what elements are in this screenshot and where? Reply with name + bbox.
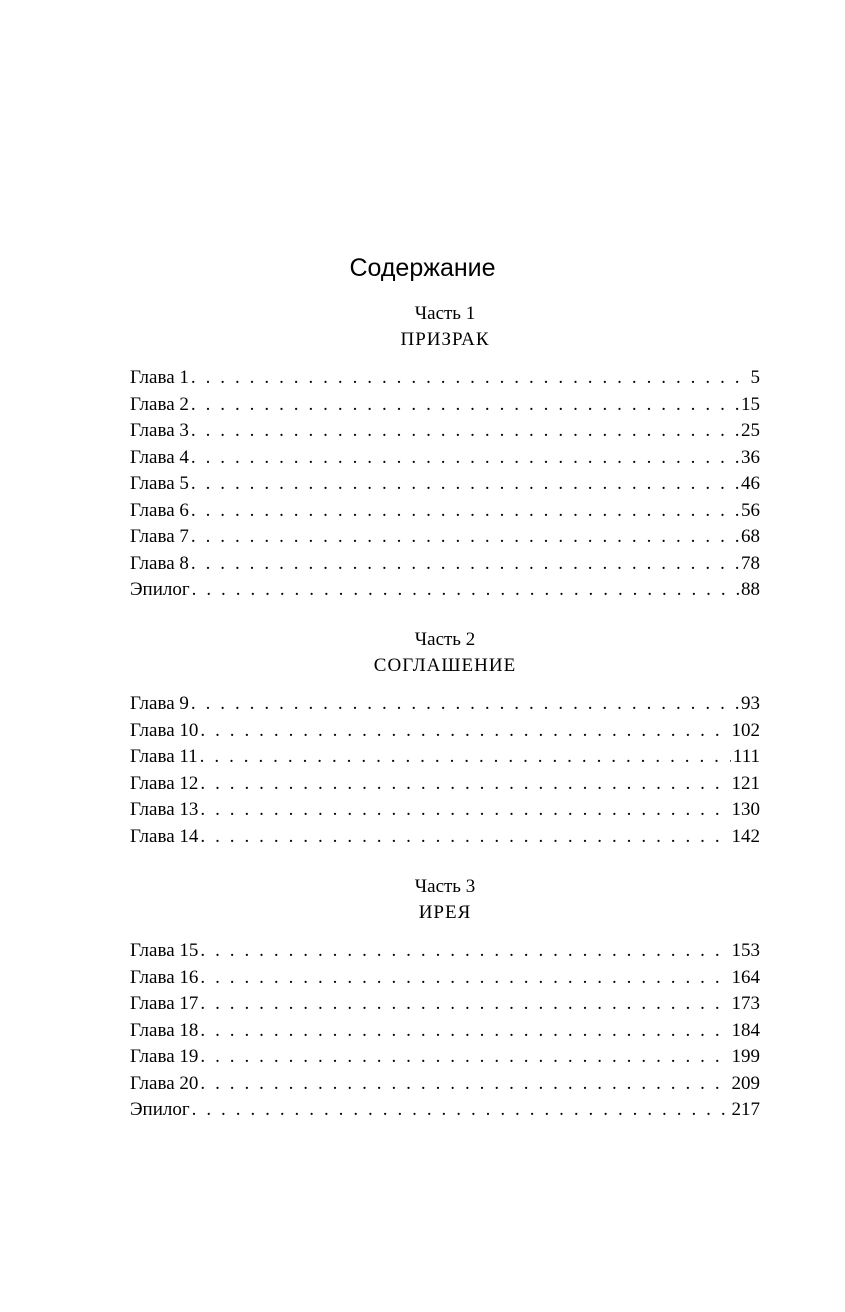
entry-page-number: 46 bbox=[741, 473, 760, 494]
toc-entry-chapter-9[interactable] bbox=[130, 691, 760, 718]
toc-entry-chapter-13[interactable] bbox=[130, 797, 760, 824]
dot-leader bbox=[189, 418, 739, 445]
entry-title: Глава 15 bbox=[130, 940, 199, 961]
entry-title: Глава 13 bbox=[130, 799, 199, 820]
toc-entry-chapter-17[interactable] bbox=[130, 991, 760, 1018]
entry-title: Эпилог bbox=[130, 1099, 190, 1120]
entry-title: Глава 8 bbox=[130, 552, 189, 574]
dot-leader bbox=[189, 392, 739, 419]
toc-entry-chapter-2[interactable] bbox=[130, 392, 760, 419]
entry-page-number: 130 bbox=[731, 799, 760, 820]
entry-page-number: 217 bbox=[731, 1099, 760, 1120]
entry-page-number: 36 bbox=[741, 446, 760, 468]
entry-title: Глава 14 bbox=[130, 825, 199, 847]
entry-title: Глава 17 bbox=[130, 993, 199, 1014]
toc-title: Содержание bbox=[349, 254, 496, 282]
entry-title: Глава 4 bbox=[130, 446, 189, 468]
entry-title: Глава 16 bbox=[130, 966, 199, 988]
entry-page-number: 93 bbox=[741, 693, 760, 714]
dot-leader bbox=[190, 577, 739, 604]
dot-leader bbox=[190, 1097, 730, 1124]
entry-page-number: 15 bbox=[741, 393, 760, 415]
toc-entry-chapter-19[interactable] bbox=[130, 1044, 760, 1071]
toc-entry-chapter-16[interactable] bbox=[130, 965, 760, 992]
dot-leader bbox=[189, 551, 739, 578]
part-1-section bbox=[130, 301, 760, 604]
entry-title: Эпилог bbox=[130, 579, 190, 600]
dot-leader bbox=[189, 524, 739, 551]
toc-entry-chapter-7[interactable] bbox=[130, 524, 760, 551]
entry-title: Глава 19 bbox=[130, 1046, 199, 1067]
entry-title: Глава 3 bbox=[130, 420, 189, 441]
entry-page-number: 5 bbox=[750, 367, 760, 388]
dot-leader bbox=[189, 445, 739, 472]
toc-entry-chapter-20[interactable] bbox=[130, 1071, 760, 1098]
part-3-toc-list bbox=[130, 938, 760, 1124]
entry-page-number: 164 bbox=[731, 966, 760, 988]
toc-entry-chapter-15[interactable] bbox=[130, 938, 760, 965]
entry-page-number: 78 bbox=[741, 552, 760, 574]
part-1-name: ПРИЗРАК bbox=[400, 329, 490, 350]
dot-leader bbox=[189, 691, 739, 718]
entry-page-number: 111 bbox=[732, 746, 760, 767]
part-2-section bbox=[130, 627, 760, 850]
entry-title: Глава 20 bbox=[130, 1072, 199, 1094]
entry-page-number: 25 bbox=[741, 420, 760, 441]
toc-entry-chapter-1[interactable] bbox=[130, 365, 760, 392]
dot-leader bbox=[198, 938, 729, 965]
entry-page-number: 153 bbox=[731, 940, 760, 961]
part-2-label: Часть 2 bbox=[414, 629, 476, 650]
entry-page-number: 88 bbox=[741, 579, 760, 600]
entry-page-number: 68 bbox=[741, 526, 760, 547]
entry-title: Глава 18 bbox=[130, 1019, 199, 1041]
dot-leader bbox=[198, 991, 729, 1018]
part-2-toc-list bbox=[130, 691, 760, 850]
part-3-label: Часть 3 bbox=[414, 876, 476, 897]
dot-leader bbox=[198, 824, 729, 851]
entry-page-number: 184 bbox=[731, 1019, 760, 1041]
part-1-toc-list bbox=[130, 365, 760, 604]
toc-entry-epilogue-1[interactable] bbox=[130, 577, 760, 604]
dot-leader bbox=[198, 1044, 729, 1071]
toc-entry-chapter-4[interactable] bbox=[130, 445, 760, 472]
part-3-name: ИРЕЯ bbox=[418, 902, 472, 923]
dot-leader bbox=[189, 471, 739, 498]
toc-entry-chapter-10[interactable] bbox=[130, 718, 760, 745]
entry-title: Глава 10 bbox=[130, 719, 199, 741]
toc-entry-chapter-6[interactable] bbox=[130, 498, 760, 525]
dot-leader bbox=[189, 365, 749, 392]
dot-leader bbox=[198, 797, 729, 824]
part-1-label: Часть 1 bbox=[414, 303, 476, 324]
entry-title: Глава 11 bbox=[130, 746, 198, 767]
toc-entry-chapter-18[interactable] bbox=[130, 1018, 760, 1045]
dot-leader bbox=[198, 744, 731, 771]
entry-page-number: 56 bbox=[741, 499, 760, 521]
part-3-section bbox=[130, 874, 760, 1124]
dot-leader bbox=[198, 1071, 729, 1098]
toc-entry-epilogue-2[interactable] bbox=[130, 1097, 760, 1124]
entry-page-number: 102 bbox=[731, 719, 760, 741]
entry-title: Глава 9 bbox=[130, 693, 189, 714]
entry-page-number: 142 bbox=[731, 825, 760, 847]
dot-leader bbox=[198, 1018, 729, 1045]
dot-leader bbox=[198, 771, 729, 798]
entry-page-number: 209 bbox=[731, 1072, 760, 1094]
entry-title: Глава 7 bbox=[130, 526, 189, 547]
toc-entry-chapter-5[interactable] bbox=[130, 471, 760, 498]
entry-title: Глава 5 bbox=[130, 473, 189, 494]
entry-title: Глава 1 bbox=[130, 367, 189, 388]
toc-entry-chapter-3[interactable] bbox=[130, 418, 760, 445]
entry-page-number: 121 bbox=[731, 772, 760, 794]
part-2-name: СОГЛАШЕНИЕ bbox=[373, 655, 517, 676]
entry-title: Глава 12 bbox=[130, 772, 199, 794]
dot-leader bbox=[198, 718, 729, 745]
entry-page-number: 199 bbox=[731, 1046, 760, 1067]
toc-entry-chapter-8[interactable] bbox=[130, 551, 760, 578]
toc-entry-chapter-12[interactable] bbox=[130, 771, 760, 798]
entry-title: Глава 2 bbox=[130, 393, 189, 415]
entry-title: Глава 6 bbox=[130, 499, 189, 521]
entry-page-number: 173 bbox=[731, 993, 760, 1014]
dot-leader bbox=[198, 965, 729, 992]
toc-entry-chapter-11[interactable] bbox=[130, 744, 760, 771]
dot-leader bbox=[189, 498, 739, 525]
toc-entry-chapter-14[interactable] bbox=[130, 824, 760, 851]
